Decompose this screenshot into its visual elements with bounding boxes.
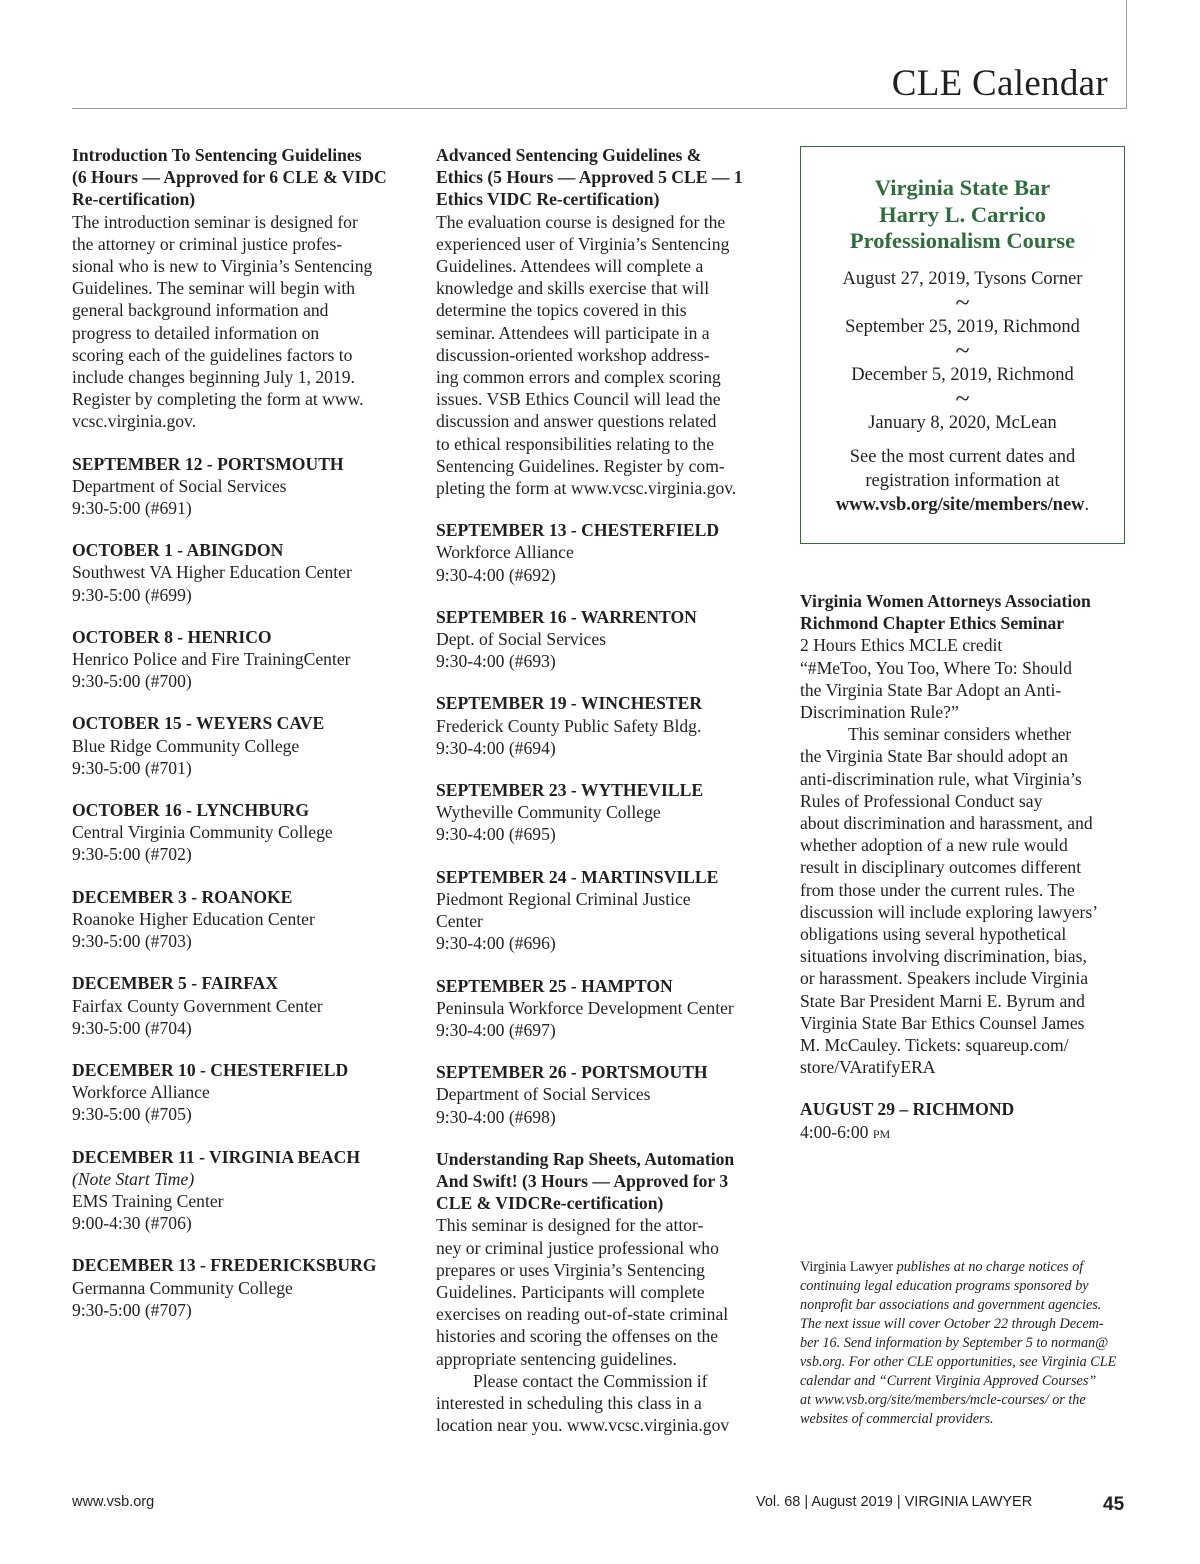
- rap-line: histories and scoring the offenses on the: [436, 1326, 719, 1347]
- vwaa-line: the Virginia State Bar should adopt an: [800, 746, 1069, 767]
- professionalism-course-box: [800, 146, 1125, 544]
- rap-title-line-1: Understanding Rap Sheets, Automation: [436, 1148, 735, 1169]
- session-venue: Blue Ridge Community College: [72, 735, 300, 756]
- session-heading: SEPTEMBER 23 - WYTHEVILLE: [436, 780, 704, 801]
- rap-contact-line: interested in scheduling this class in a: [436, 1392, 702, 1413]
- session-venue: Dept. of Social Services: [436, 629, 607, 650]
- session-heading: SEPTEMBER 16 - WARRENTON: [436, 606, 697, 627]
- intro-title-line-2: (6 Hours — Approved for 6 CLE & VIDC: [72, 167, 387, 188]
- intro-line: Register by completing the form at www.: [72, 389, 364, 410]
- session-venue: Department of Social Services: [72, 475, 287, 496]
- publication-footnote: [800, 1258, 1140, 1429]
- session-time: 9:30-5:00 (#691): [72, 498, 192, 519]
- column-vwaa-seminar: [800, 590, 1140, 1143]
- header-vertical-rule: [1126, 0, 1127, 108]
- session-heading: SEPTEMBER 19 - WINCHESTER: [436, 693, 703, 714]
- advanced-line: seminar. Attendees will participate in a: [436, 322, 710, 343]
- session-venue: Central Virginia Community College: [72, 822, 333, 843]
- advanced-line: determine the topics covered in this: [436, 300, 687, 321]
- swash-ornament: ~: [955, 287, 970, 317]
- advanced-line: Sentencing Guidelines. Register by com-: [436, 455, 725, 476]
- session-venue: Henrico Police and Fire TrainingCenter: [72, 649, 351, 670]
- session-heading: SEPTEMBER 13 - CHESTERFIELD: [436, 520, 720, 541]
- box-title-line-1: Virginia State Bar: [874, 175, 1051, 200]
- footnote-line: nonprofit bar associations and government agencies.: [800, 1297, 1102, 1313]
- vwaa-seminar-title: [800, 657, 1140, 724]
- advanced-line: Guidelines. Attendees will complete a: [436, 256, 704, 277]
- session-heading: AUGUST 29 – RICHMOND: [800, 1099, 1015, 1120]
- session-venue: Southwest VA Higher Education Center: [72, 562, 352, 583]
- box-dates: [801, 267, 1124, 435]
- advanced-line: to ethical responsibilities relating to the: [436, 433, 715, 454]
- session-note: (Note Start Time): [72, 1168, 195, 1189]
- rap-description: [436, 1214, 766, 1369]
- session-listing: [436, 779, 766, 846]
- session-venue: Workforce Alliance: [436, 542, 574, 563]
- session-heading: OCTOBER 16 - LYNCHBURG: [72, 800, 310, 821]
- vwaa-session: [800, 1098, 1140, 1142]
- rap-contact-line: Please contact the Commission if: [473, 1370, 708, 1391]
- footnote-line: at www.vsb.org/site/members/mcle-courses/ or the: [800, 1392, 1086, 1408]
- session-time: 9:30-4:00 (#697): [436, 1019, 556, 1040]
- session-listing: [436, 866, 766, 955]
- session-time: 9:30-5:00 (#705): [72, 1104, 192, 1125]
- intro-line: progress to detailed information on: [72, 322, 320, 343]
- advanced-line: experienced user of Virginia’s Sentencing: [436, 233, 730, 254]
- vwaa-line: Virginia State Bar Ethics Counsel James: [800, 1012, 1085, 1033]
- footnote-line: calendar and “Current Virginia Approved Courses”: [800, 1373, 1097, 1389]
- session-heading: OCTOBER 8 - HENRICO: [72, 626, 272, 647]
- swash-ornament: ~: [955, 383, 970, 413]
- vwaa-description: [800, 723, 1140, 1078]
- session-time: 9:30-5:00 (#707): [72, 1299, 192, 1320]
- session-listing: [72, 1254, 412, 1321]
- session-time-value: 4:00-6:00: [800, 1121, 873, 1142]
- vwaa-line: This seminar considers whether: [848, 724, 1072, 745]
- swash-ornament: ~: [955, 335, 970, 365]
- vwaa-line: anti-discrimination rule, what Virginia’s: [800, 768, 1082, 789]
- rap-title-line-3: CLE & VIDCRe-certification): [436, 1193, 664, 1214]
- page-number: 45: [1103, 1494, 1125, 1515]
- advanced-line: knowledge and skills exercise that will: [436, 278, 710, 299]
- session-time: 9:30-4:00 (#695): [436, 824, 556, 845]
- box-note-line: registration information at: [865, 470, 1060, 491]
- session-venue-cont: Center: [436, 911, 483, 932]
- session-listing: [72, 539, 412, 606]
- session-venue: Roanoke Higher Education Center: [72, 908, 315, 929]
- course-date: January 8, 2020, McLean: [868, 412, 1057, 433]
- rap-line: exercises on reading out-of-state criminal: [436, 1304, 729, 1325]
- session-listing: [72, 972, 412, 1039]
- session-time: 9:00-4:30 (#706): [72, 1213, 192, 1234]
- session-heading: DECEMBER 13 - FREDERICKSBURG: [72, 1255, 377, 1276]
- session-listing: [436, 1061, 766, 1128]
- session-time: 9:30-4:00 (#698): [436, 1106, 556, 1127]
- session-time: 9:30-4:00 (#696): [436, 933, 556, 954]
- session-time: 9:30-5:00 (#701): [72, 757, 192, 778]
- vwaa-quote-line: Discrimination Rule?”: [800, 702, 959, 723]
- advanced-title: [436, 144, 766, 211]
- advanced-title-line-2: Ethics (5 Hours — Approved 5 CLE — 1: [436, 167, 743, 188]
- session-heading: SEPTEMBER 26 - PORTSMOUTH: [436, 1062, 708, 1083]
- vwaa-line: result in disciplinary outcomes different: [800, 857, 1082, 878]
- box-title-line-3: Professionalism Course: [849, 228, 1076, 253]
- box-title-line-2: Harry L. Carrico: [879, 201, 1046, 227]
- session-time-suffix: pm: [872, 1121, 891, 1142]
- session-venue: Peninsula Workforce Development Center: [436, 997, 734, 1018]
- session-heading: DECEMBER 3 - ROANOKE: [72, 886, 293, 907]
- intro-line: general background information and: [72, 300, 329, 321]
- page-title: CLE Calendar: [891, 63, 1108, 104]
- advanced-description: [436, 211, 766, 500]
- footnote-line: publishes at no charge notices of: [893, 1259, 1084, 1275]
- session-listing: [72, 799, 412, 866]
- vwaa-line: about discrimination and harassment, and: [800, 813, 1093, 834]
- vwaa-credit: 2 Hours Ethics MCLE credit: [800, 635, 1003, 656]
- advanced-line: pleting the form at www.vcsc.virginia.gov.: [436, 478, 737, 499]
- footnote-line: ber 16. Send information by September 5 to norman@: [800, 1335, 1109, 1351]
- session-heading: DECEMBER 11 - VIRGINIA BEACH: [72, 1146, 361, 1167]
- intro-title-line-3: Re-certification): [72, 189, 196, 210]
- vwaa-line: store/VAratifyERA: [800, 1057, 936, 1078]
- course-date: August 27, 2019, Tysons Corner: [842, 268, 1083, 289]
- session-venue: Piedmont Regional Criminal Justice: [436, 888, 691, 909]
- box-registration-note: [801, 445, 1124, 517]
- rap-line: appropriate sentencing guidelines.: [436, 1348, 677, 1369]
- advanced-title-line-3: Ethics VIDC Re-certification): [436, 189, 660, 210]
- vwaa-line: from those under the current rules. The: [800, 879, 1075, 900]
- footnote-line: The next issue will cover October 22 through Decem-: [800, 1316, 1104, 1332]
- advanced-line: discussion and answer questions related: [436, 411, 717, 432]
- intro-line: The introduction seminar is designed for: [72, 211, 358, 232]
- session-venue: Fairfax County Government Center: [72, 995, 323, 1016]
- intro-line: include changes beginning July 1, 2019.: [72, 367, 355, 388]
- box-note-line: See the most current dates and: [849, 446, 1076, 467]
- session-venue: Germanna Community College: [72, 1277, 293, 1298]
- rap-title: [436, 1148, 766, 1215]
- session-listing: [72, 1059, 412, 1126]
- rap-contact-line: location near you. www.vcsc.virginia.gov: [436, 1415, 730, 1436]
- vwaa-line: situations involving discrimination, bias,: [800, 946, 1087, 967]
- session-listing: [436, 519, 766, 586]
- advanced-line: The evaluation course is designed for the: [436, 211, 726, 232]
- session-venue: EMS Training Center: [72, 1190, 224, 1211]
- rap-sheets-course: [436, 1148, 766, 1437]
- session-listing: [72, 1146, 412, 1235]
- rap-line: prepares or uses Virginia’s Sentencing: [436, 1259, 705, 1280]
- session-venue: Department of Social Services: [436, 1084, 651, 1105]
- vwaa-quote-line: the Virginia State Bar Adopt an Anti-: [800, 679, 1062, 700]
- vwaa-line: discussion will include exploring lawyers’: [800, 901, 1099, 922]
- intro-line: the attorney or criminal justice profes-: [72, 233, 343, 254]
- vwaa-line: obligations using several hypothetical: [800, 924, 1067, 945]
- intro-line: sional who is new to Virginia’s Sentencing: [72, 256, 373, 277]
- registration-link[interactable]: www.vsb.org/site/members/new: [835, 494, 1085, 515]
- rap-contact: [436, 1370, 766, 1437]
- session-heading: OCTOBER 15 - WEYERS CAVE: [72, 713, 325, 734]
- session-listing: [72, 453, 412, 520]
- column-intro-sentencing: [72, 144, 412, 1321]
- advanced-title-line-1: Advanced Sentencing Guidelines &: [436, 145, 702, 165]
- session-time: 9:30-4:00 (#693): [436, 651, 556, 672]
- intro-line: scoring each of the guidelines factors to: [72, 344, 353, 365]
- session-time: 9:30-5:00 (#700): [72, 671, 192, 692]
- session-heading: OCTOBER 1 - ABINGDON: [72, 540, 284, 561]
- vwaa-title-line-2: Richmond Chapter Ethics Seminar: [800, 613, 1065, 634]
- vwaa-line: whether adoption of a new rule would: [800, 835, 1068, 856]
- footer-issue-info: Vol. 68 | August 2019 | VIRGINIA LAWYER: [756, 1494, 1033, 1510]
- intro-description: [72, 211, 412, 433]
- session-time: 9:30-5:00 (#703): [72, 931, 192, 952]
- vwaa-line: or harassment. Speakers include Virginia: [800, 968, 1089, 989]
- intro-title: [72, 144, 412, 211]
- advanced-line: ing common errors and complex scoring: [436, 367, 721, 388]
- session-listing: [72, 886, 412, 953]
- rap-line: Guidelines. Participants will complete: [436, 1281, 705, 1302]
- session-listing: [436, 975, 766, 1042]
- session-heading: DECEMBER 10 - CHESTERFIELD: [72, 1059, 349, 1080]
- session-heading: SEPTEMBER 25 - HAMPTON: [436, 975, 673, 996]
- column-advanced-sentencing: [436, 144, 766, 1436]
- session-listing: [436, 606, 766, 673]
- session-time: 9:30-5:00 (#699): [72, 584, 192, 605]
- footer-website[interactable]: www.vsb.org: [72, 1494, 155, 1510]
- rap-line: This seminar is designed for the attor-: [436, 1215, 704, 1236]
- session-time: 9:30-4:00 (#692): [436, 564, 556, 585]
- session-time: [800, 1121, 1140, 1143]
- session-time: 9:30-4:00 (#694): [436, 737, 556, 758]
- intro-line: vcsc.virginia.gov.: [72, 411, 197, 432]
- advanced-line: discussion-oriented workshop address-: [436, 344, 710, 365]
- session-heading: SEPTEMBER 12 - PORTSMOUTH: [72, 453, 344, 474]
- vwaa-line: M. McCauley. Tickets: squareup.com/: [800, 1035, 1069, 1056]
- advanced-line: issues. VSB Ethics Council will lead the: [436, 389, 721, 410]
- rap-line: ney or criminal justice professional who: [436, 1237, 719, 1258]
- session-listing: [72, 712, 412, 779]
- course-date: September 25, 2019, Richmond: [845, 316, 1080, 337]
- box-note-period: .: [1084, 494, 1090, 515]
- vwaa-line: State Bar President Marni E. Byrum and: [800, 990, 1085, 1011]
- rap-title-line-2: And Swift! (3 Hours — Approved for 3: [436, 1170, 729, 1191]
- vwaa-title: [800, 590, 1140, 634]
- vwaa-line: Rules of Professional Conduct say: [800, 790, 1043, 811]
- session-time: 9:30-5:00 (#702): [72, 844, 192, 865]
- session-venue: Wytheville Community College: [436, 802, 661, 823]
- session-venue: Workforce Alliance: [72, 1082, 210, 1103]
- vwaa-quote-line: “#MeToo, You Too, Where To: Should: [800, 657, 1072, 678]
- vwaa-title-line-1: Virginia Women Attorneys Association: [800, 591, 1091, 611]
- box-title: [801, 175, 1124, 255]
- session-listing: [436, 692, 766, 759]
- course-date: December 5, 2019, Richmond: [851, 364, 1074, 385]
- intro-title-line-1: Introduction To Sentencing Guidelines: [72, 145, 362, 165]
- footnote-line: websites of commercial providers.: [800, 1411, 994, 1427]
- header-rule: [72, 108, 1127, 109]
- session-listing: [72, 626, 412, 693]
- footnote-line: continuing legal education programs sponsored by: [800, 1278, 1089, 1294]
- session-heading: DECEMBER 5 - FAIRFAX: [72, 973, 279, 994]
- session-heading: SEPTEMBER 24 - MARTINSVILLE: [436, 866, 719, 887]
- footnote-line: vsb.org. For other CLE opportunities, see Virginia CLE: [800, 1354, 1117, 1370]
- footnote-publication-name: Virginia Lawyer: [800, 1259, 894, 1275]
- intro-line: Guidelines. The seminar will begin with: [72, 278, 356, 299]
- session-venue: Frederick County Public Safety Bldg.: [436, 715, 702, 736]
- session-time: 9:30-5:00 (#704): [72, 1017, 192, 1038]
